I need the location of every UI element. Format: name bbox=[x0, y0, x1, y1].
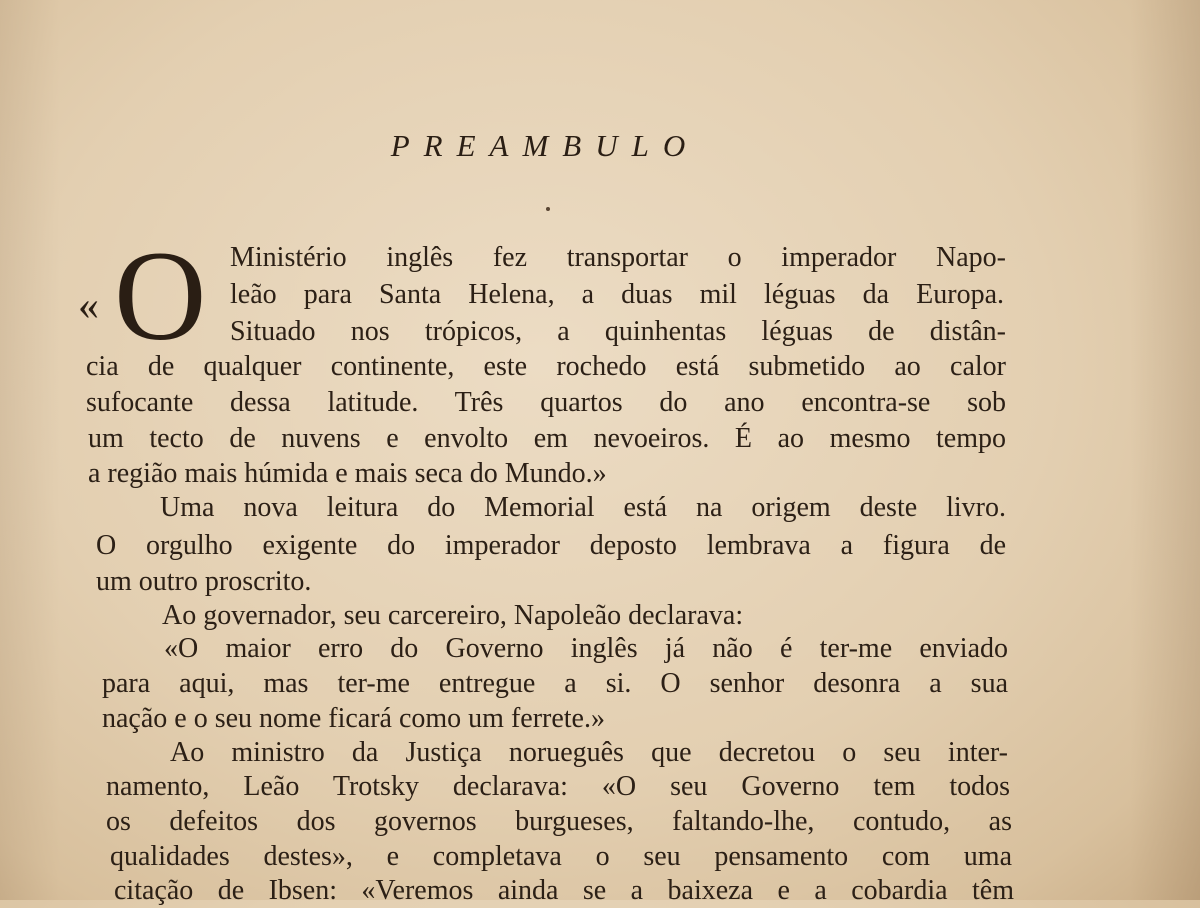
text-line: Ministério inglês fez transportar o imperador Napo- bbox=[230, 242, 1006, 273]
text-line: namento, Leão Trotsky declarava: «O seu Governo tem todos bbox=[106, 771, 1010, 802]
text-line: leão para Santa Helena, a duas mil léguas da Europa. bbox=[230, 279, 1004, 310]
text-line: sufocante dessa latitude. Três quartos do ano encontra-se sob bbox=[86, 387, 1006, 418]
text-line: Ao governador, seu carcereiro, Napoleão declarava: bbox=[162, 600, 744, 631]
text-line: Uma nova leitura do Memorial está na origem deste livro. bbox=[160, 492, 1006, 523]
text-line: cia de qualquer continente, este rochedo está submetido ao calor bbox=[86, 351, 1006, 382]
text-line: O orgulho exigente do imperador deposto lembrava a figura de bbox=[96, 530, 1006, 561]
text-line: a região mais húmida e mais seca do Mundo.» bbox=[88, 458, 607, 489]
text-line: um tecto de nuvens e envolto em nevoeiros. É ao mesmo tempo bbox=[88, 423, 1006, 454]
text-line: Ao ministro da Justiça norueguês que decretou o seu inter- bbox=[170, 737, 1008, 768]
text-line: um outro proscrito. bbox=[96, 566, 312, 597]
text-line: qualidades destes», e completava o seu pensamento com uma bbox=[110, 841, 1012, 872]
text-line: para aqui, mas ter-me entregue a si. O senhor desonra a sua bbox=[102, 668, 1008, 699]
text-line: os defeitos dos governos burgueses, faltando-lhe, contudo, as bbox=[106, 806, 1012, 837]
text-line: Situado nos trópicos, a quinhentas léguas de distân- bbox=[230, 316, 1006, 347]
text-line: «O maior erro do Governo inglês já não é ter-me enviado bbox=[164, 633, 1008, 664]
dropcap-letter: O bbox=[114, 225, 207, 367]
dropcap-quote-mark: « bbox=[78, 283, 99, 329]
page-title: PREAMBULO bbox=[390, 128, 700, 163]
text-line: nação e o seu nome ficará como um ferrete.» bbox=[102, 703, 605, 734]
text-line: citação de Ibsen: «Veremos ainda se a baixeza e a cobardia têm bbox=[114, 875, 1014, 906]
